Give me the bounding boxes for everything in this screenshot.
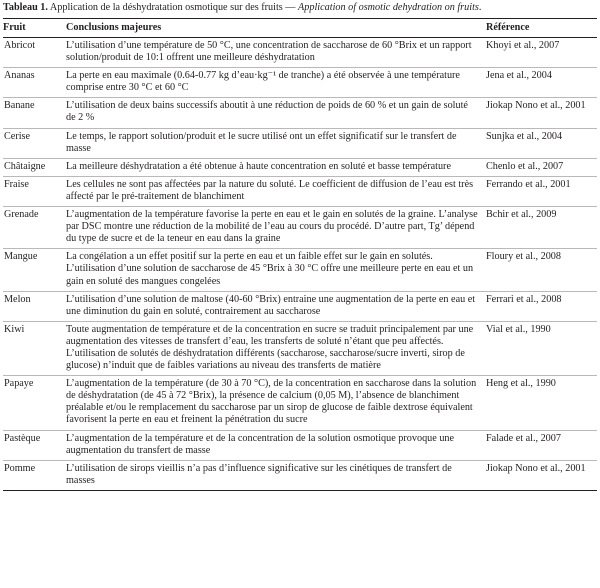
fruit-cell: Kiwi [3,321,64,375]
fruit-cell: Cerise [3,128,64,158]
table-row [3,207,597,249]
table-caption [3,2,597,19]
fruit-cell: Pastèque [3,430,64,460]
reference-cell: Vial et al., 1990 [484,321,597,375]
header-conclusions: Conclusions majeures [64,19,484,38]
table-row [3,321,597,375]
table-row [3,38,597,68]
fruit-cell: Banane [3,98,64,128]
table-row [3,98,597,128]
conclusion-cell: Toute augmentation de température et de la concentration en sucre se traduit principalement par une augmentation des vitesses de transfert d’eau, les transferts de soluté n’étant que peu affectés. L’utilisation de solutés de déshydratation différents (saccharose, saccharose/sucre inverti, sirop de glucose) n’induit que de faibles variations au niveau des transferts de matière [64,321,484,375]
reference-cell: Jena et al., 2004 [484,68,597,98]
reference-cell: Falade et al., 2007 [484,430,597,460]
table-row [3,376,597,430]
fruit-cell: Mangue [3,249,64,291]
fruit-cell: Melon [3,291,64,321]
table-row [3,68,597,98]
conclusion-cell: La congélation a un effet positif sur la perte en eau et un faible effet sur le gain en solutés. L’utilisation d’une solution de saccharose de 45 °Brix à 30 °C offre une meilleure perte en eau et un gain en soluté des mangues congelées [64,249,484,291]
osmotic-dehydration-table [3,19,597,491]
conclusion-cell: L’utilisation d’une température de 50 °C, une concentration de saccharose de 60 °Brix et un rapport solution/produit de 10:1 offrent une meilleure déshydratation [64,38,484,68]
reference-cell: Sunjka et al., 2004 [484,128,597,158]
table-row [3,460,597,490]
conclusion-cell: L’utilisation de sirops vieillis n’a pas d’influence significative sur les cinétiques de transfert de masses [64,460,484,490]
conclusion-cell: La meilleure déshydratation a été obtenue à haute concentration en soluté et basse température [64,158,484,176]
conclusion-cell: Les cellules ne sont pas affectées par la nature du soluté. Le coefficient de diffusion de l’eau est très affecté par le pré-traitement de blanchiment [64,176,484,206]
conclusion-cell: Le temps, le rapport solution/produit et le sucre utilisé ont un effet significatif sur le transfert de masse [64,128,484,158]
reference-cell: Bchir et al., 2009 [484,207,597,249]
conclusion-cell: L’utilisation d’une solution de maltose (40-60 °Brix) entraine une augmentation de la perte en eau et une diminution du gain en soluté, contrairement au saccharose [64,291,484,321]
fruit-cell: Châtaigne [3,158,64,176]
reference-cell: Khoyi et al., 2007 [484,38,597,68]
header-fruit: Fruit [3,19,64,38]
fruit-cell: Abricot [3,38,64,68]
reference-cell: Jiokap Nono et al., 2001 [484,460,597,490]
table-row [3,128,597,158]
header-reference: Référence [484,19,597,38]
caption-text: Application de la déshydratation osmotique sur des fruits — [47,2,299,13]
conclusion-cell: L’augmentation de la température (de 30 à 70 °C), de la concentration en saccharose dans la solution de déshydratation (de 45 à 72 °Brix), la présence de calcium (0,05 M), l’absence de blanchiment préalable et/ou le remplacement du saccharose par un sirop de glucose de faible dextrose équivalent favorisent la perte en eau et freinent la pénétration du sucre [64,376,484,430]
caption-end: . [478,2,482,13]
table-row [3,430,597,460]
table-row [3,176,597,206]
fruit-cell: Ananas [3,68,64,98]
table-row [3,249,597,291]
fruit-cell: Grenade [3,207,64,249]
table-row [3,158,597,176]
reference-cell: Chenlo et al., 2007 [484,158,597,176]
reference-cell: Ferrari et al., 2008 [484,291,597,321]
caption-english: Application of osmotic dehydration on fruits [298,2,479,13]
conclusion-cell: La perte en eau maximale (0.64-0.77 kg d’eau·kg⁻¹ de tranche) a été observée à une température comprise entre 30 °C et 60 °C [64,68,484,98]
fruit-cell: Fraise [3,176,64,206]
reference-cell: Ferrando et al., 2001 [484,176,597,206]
conclusion-cell: L’augmentation de la température et de la concentration de la solution osmotique provoque une augmentation du transfert de masse [64,430,484,460]
fruit-cell: Papaye [3,376,64,430]
caption-label: Tableau 1. [3,2,48,13]
conclusion-cell: L’augmentation de la température favorise la perte en eau et le gain en solutés de la graine. L’analyse par DSC montre une réduction de la mobilité de l’eau au cours du procédé. D’autre part, Tg’ dépend du type de sucre et de la teneur en eau dans la graine [64,207,484,249]
reference-cell: Heng et al., 1990 [484,376,597,430]
table-body [3,38,597,491]
table-header-row [3,19,597,38]
reference-cell: Jiokap Nono et al., 2001 [484,98,597,128]
fruit-cell: Pomme [3,460,64,490]
conclusion-cell: L’utilisation de deux bains successifs aboutit à une réduction de poids de 60 % et un gain de soluté de 2 % [64,98,484,128]
table-row [3,291,597,321]
reference-cell: Floury et al., 2008 [484,249,597,291]
